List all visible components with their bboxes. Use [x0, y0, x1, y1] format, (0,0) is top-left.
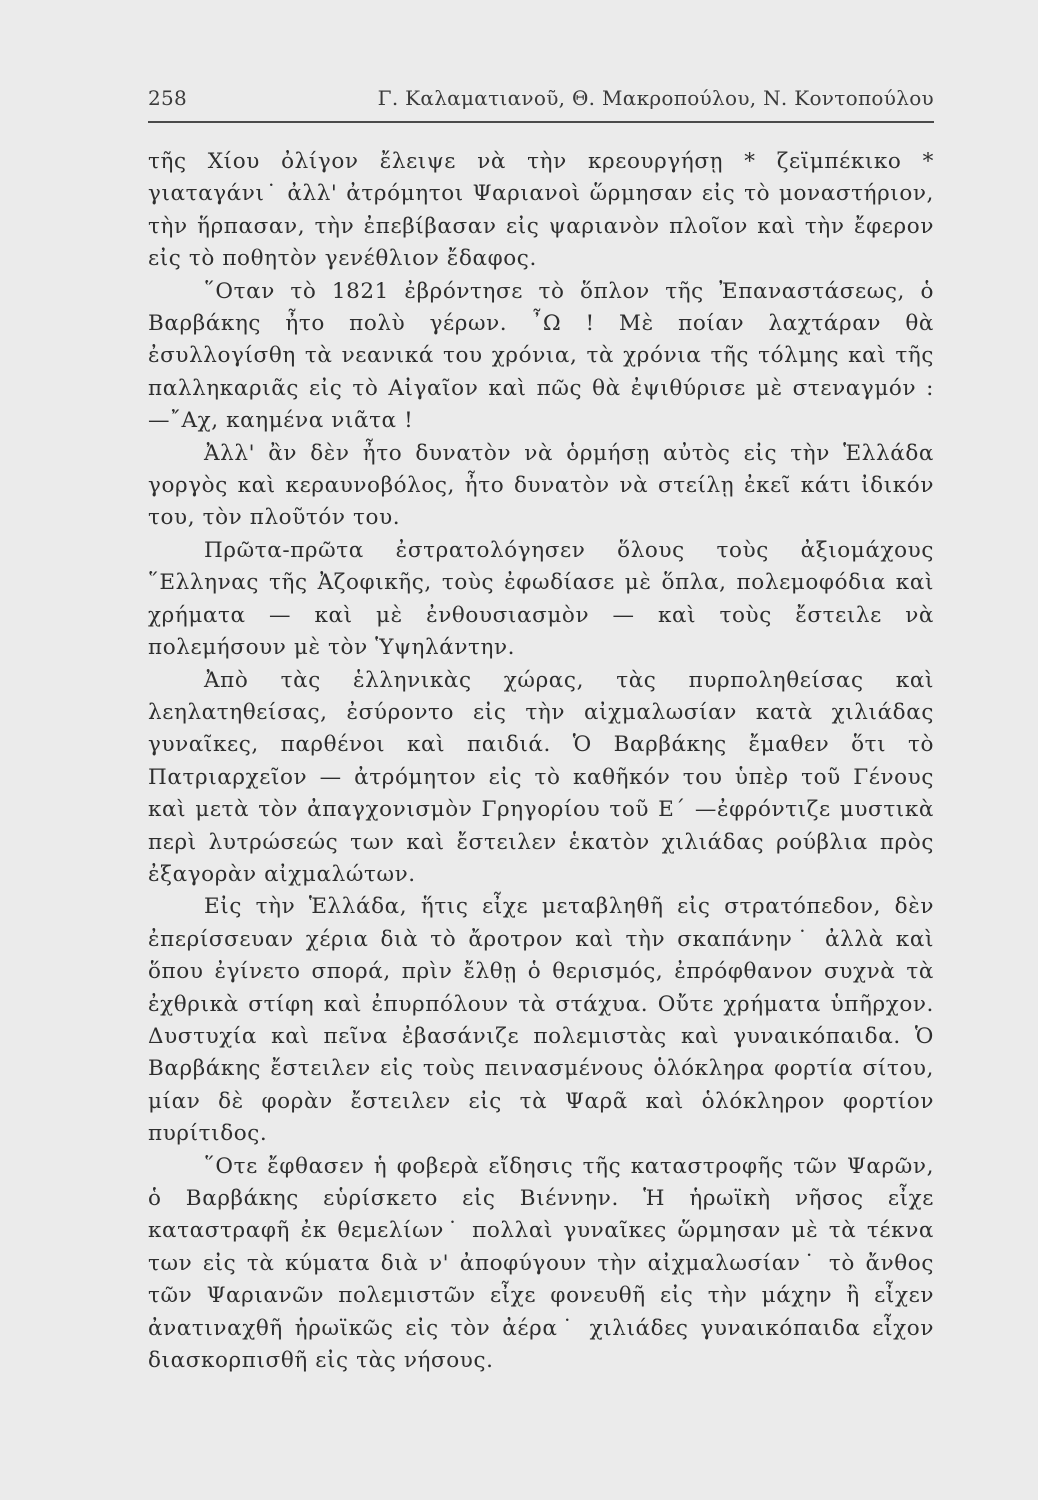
paragraph: ῞Οταν τὸ 1821 ἐβρόντησε τὸ ὅπλον τῆς Ἐπαναστάσεως, ὁ Βαρβάκης ἦτο πολὺ γέρων. ῏Ω ! Μὲ ποίαν λαχτάραν θὰ ἐσυλλογίσθη τὰ νεανικά του χρόνια, τὰ χρόνια τῆς τόλμης καὶ τῆς παλληκαριᾶς εἰς τὸ Αἰγαῖον καὶ πῶς θὰ ἐψιθύρισε μὲ στεναγμόν : —῎Αχ, καημένα νιᾶτα ! [148, 278, 934, 434]
paragraph: Ἀλλ' ἂν δὲν ἦτο δυνατὸν νὰ ὁρμήσῃ αὐτὸς εἰς τὴν Ἑλλάδα γοργὸς καὶ κεραυνοβόλος, ἦτο δυνατὸν νὰ στείλῃ ἐκεῖ κάτι ἰδικόν του, τὸν πλοῦτόν του. [148, 440, 934, 531]
running-header [148, 86, 934, 118]
paragraph: Πρῶτα-πρῶτα ἐστρατολόγησεν ὅλους τοὺς ἀξιομάχους ῞Ελληνας τῆς Ἀζοφικῆς, τοὺς ἐφωδίασε μὲ ὅπλα, πολεμοφόδια καὶ χρήματα — καὶ μὲ ἐνθουσιασμὸν — καὶ τοὺς ἔστειλε νὰ πολεμήσουν μὲ τὸν Ὑψηλάντην. [148, 537, 934, 661]
page-number: 258 [148, 86, 188, 110]
paragraph: ῞Οτε ἔφθασεν ἡ φοβερὰ εἴδησις τῆς καταστροφῆς τῶν Ψαρῶν, ὁ Βαρβάκης εὑρίσκετο εἰς Βιέννην. Ἡ ἡρωϊκὴ νῆσος εἶχε καταστραφῆ ἐκ θεμελίων˙ πολλαὶ γυναῖκες ὥρμησαν μὲ τὰ τέκνα των εἰς τὰ κύματα διὰ ν' ἀποφύγουν τὴν αἰχμαλωσίαν˙ τὸ ἄνθος τῶν Ψαριανῶν πολεμιστῶν εἶχε φονευθῆ εἰς τὴν μάχην ἢ εἶχεν ἀνατιναχθῆ ἡρωϊκῶς εἰς τὸν ἀέρα˙ χιλιάδες γυναικόπαιδα εἶχον διασκορπισθῆ εἰς τὰς νήσους. [148, 1153, 934, 1374]
paragraph: τῆς Χίου ὀλίγον ἔλειψε νὰ τὴν κρεουργήσῃ * ζεϊμπέκικο * γιαταγάνι˙ ἀλλ' ἀτρόμητοι Ψαριανοὶ ὥρμησαν εἰς τὸ μοναστήριον, τὴν ἥρπασαν, τὴν ἐπεβίβασαν εἰς ψαριανὸν πλοῖον καὶ τὴν ἔφερον εἰς τὸ ποθητὸν γενέθλιον ἔδαφος. [148, 149, 934, 272]
body-text [148, 146, 934, 1377]
paragraph: Ἀπὸ τὰς ἑλληνικὰς χώρας, τὰς πυρποληθείσας καὶ λεηλατηθείσας, ἐσύροντο εἰς τὴν αἰχμαλωσίαν κατὰ χιλιάδας γυναῖκες, παρθένοι καὶ παιδιά. Ὁ Βαρβάκης ἔμαθεν ὅτι τὸ Πατριαρχεῖον — ἀτρόμητον εἰς τὸ καθῆκόν του ὑπὲρ τοῦ Γένους καὶ μετὰ τὸν ἀπαγχονισμὸν Γρηγορίου τοῦ Ε΄ —ἐφρόντιζε μυστικὰ περὶ λυτρώσεώς των καὶ ἔστειλεν ἑκατὸν χιλιάδας ρούβλια πρὸς ἐξαγορὰν αἰχμαλώτων. [148, 667, 934, 887]
header-rule [148, 121, 934, 123]
running-head-authors: Γ. Καλαματιανοῦ, Θ. Μακροπούλου, Ν. Κοντοπούλου [377, 86, 934, 110]
paragraph: Εἰς τὴν Ἑλλάδα, ἥτις εἶχε μεταβληθῆ εἰς στρατόπεδον, δὲν ἐπερίσσευαν χέρια διὰ τὸ ἄροτρον καὶ τὴν σκαπάνην˙ ἀλλὰ καὶ ὅπου ἐγίνετο σπορά, πρὶν ἔλθῃ ὁ θερισμός, ἐπρόφθανον συχνὰ τὰ ἐχθρικὰ στίφη καὶ ἐπυρπόλουν τὰ στάχυα. Οὔτε χρήματα ὑπῆρχον. Δυστυχία καὶ πεῖνα ἐβασάνιζε πολεμιστὰς καὶ γυναικόπαιδα. Ὁ Βαρβάκης ἔστειλεν εἰς τοὺς πεινασμένους ὁλόκληρα φορτία σίτου, μίαν δὲ φορὰν ἔστειλεν εἰς τὰ Ψαρᾶ καὶ ὁλόκληρον φορτίον πυρίτιδος. [148, 894, 934, 1147]
